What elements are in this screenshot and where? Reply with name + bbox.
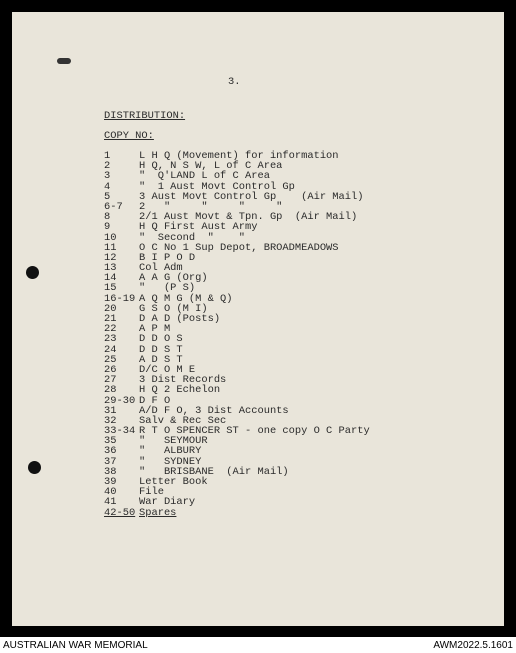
recipient: " ALBURY — [139, 445, 202, 458]
copy-number: 33-34 — [104, 425, 136, 438]
copy-number: 2 — [104, 160, 111, 173]
copy-number: 29-30 — [104, 394, 136, 407]
copy-number: 11 — [104, 241, 117, 254]
recipient: Letter Book — [139, 476, 208, 488]
copy-number: 22 — [104, 323, 117, 336]
recipient: G S O (M I) — [139, 302, 208, 315]
copy-number: 14 — [104, 272, 117, 285]
copy-no-heading: COPY NO: — [104, 130, 154, 142]
punch-hole-lower — [28, 461, 41, 474]
recipient: A D S T — [139, 353, 183, 366]
recipient: A A G (Org) — [139, 272, 208, 285]
copy-number: 38 — [104, 465, 117, 478]
recipient: B I P O D — [139, 251, 196, 264]
copy-number: 21 — [104, 313, 117, 325]
footer-accession-number: AWM2022.5.1601 — [433, 640, 513, 651]
recipient: D A D (Posts) — [139, 313, 221, 325]
copy-number: 16-19 — [104, 292, 136, 305]
copy-number: 41 — [104, 496, 117, 509]
recipient: 2 " " " " — [139, 200, 283, 213]
recipient: " SEYMOUR — [139, 435, 208, 448]
copy-number: 15 — [104, 282, 117, 295]
recipient: L H Q (Movement) for information — [139, 150, 339, 162]
copy-number: 32 — [104, 414, 117, 427]
recipient: H Q, N S W, L of C Area — [139, 160, 283, 173]
copy-number: 8 — [104, 211, 111, 224]
copy-number: 4 — [104, 180, 111, 193]
recipient: D/C O M E — [139, 363, 196, 376]
copy-number: 10 — [104, 231, 117, 244]
recipient: " Q'LAND L of C Area — [139, 170, 270, 183]
copy-number: 26 — [104, 363, 117, 376]
recipient: A Q M G (M & Q) — [139, 292, 233, 305]
recipient: R T O SPENCER ST - one copy O C Party — [139, 425, 370, 438]
recipient: Salv & Rec Sec — [139, 414, 227, 427]
recipient: Col Adm — [139, 262, 183, 275]
recipient: 3 Dist Records — [139, 374, 227, 387]
recipient: " (P S) — [139, 282, 196, 295]
copy-number: 27 — [104, 374, 117, 387]
document-page — [12, 12, 504, 626]
copy-number: 25 — [104, 353, 117, 366]
recipient: 3 Aust Movt Control Gp (Air Mail) — [139, 190, 364, 203]
punch-hole-upper — [26, 266, 39, 279]
ink-blot — [57, 58, 71, 64]
copy-number: 1 — [104, 150, 111, 162]
copy-number: 36 — [104, 445, 117, 458]
recipient: H Q First Aust Army — [139, 221, 258, 234]
recipient: A P M — [139, 323, 171, 336]
recipient: D D S T — [139, 343, 183, 356]
recipient: O C No 1 Sup Depot, BROADMEADOWS — [139, 241, 339, 254]
recipient: Spares — [139, 506, 177, 519]
copy-number: 24 — [104, 343, 117, 356]
copy-number: 42-50 — [104, 506, 136, 519]
recipient: H Q 2 Echelon — [139, 384, 221, 397]
copy-number: 3 — [104, 170, 111, 183]
recipient: File — [139, 486, 164, 499]
footer-institution: AUSTRALIAN WAR MEMORIAL — [3, 640, 148, 651]
copy-number: 28 — [104, 384, 117, 397]
recipient: " BRISBANE (Air Mail) — [139, 465, 289, 478]
copy-number: 23 — [104, 333, 117, 346]
copy-number: 9 — [104, 221, 111, 234]
recipient: War Diary — [139, 496, 196, 509]
recipient: " SYDNEY — [139, 455, 202, 468]
copy-number: 40 — [104, 486, 117, 499]
copy-number: 5 — [104, 190, 111, 203]
recipient: " 1 Aust Movt Control Gp — [139, 180, 295, 193]
copy-number: 13 — [104, 262, 117, 275]
copy-number: 37 — [104, 455, 117, 468]
recipient: 2/1 Aust Movt & Tpn. Gp (Air Mail) — [139, 211, 358, 224]
recipient: " Second " " — [139, 231, 246, 244]
footer-bar — [0, 637, 516, 653]
copy-number: 35 — [104, 435, 117, 448]
recipient: D F O — [139, 394, 171, 407]
copy-number: 39 — [104, 476, 117, 488]
copy-number: 6-7 — [104, 200, 123, 213]
recipient: A/D F O, 3 Dist Accounts — [139, 404, 289, 417]
recipient: D D O S — [139, 333, 183, 346]
copy-number: 12 — [104, 251, 117, 264]
page-number: 3. — [228, 76, 241, 88]
distribution-heading: DISTRIBUTION: — [104, 110, 186, 122]
copy-number: 20 — [104, 302, 117, 315]
copy-number: 31 — [104, 404, 117, 417]
